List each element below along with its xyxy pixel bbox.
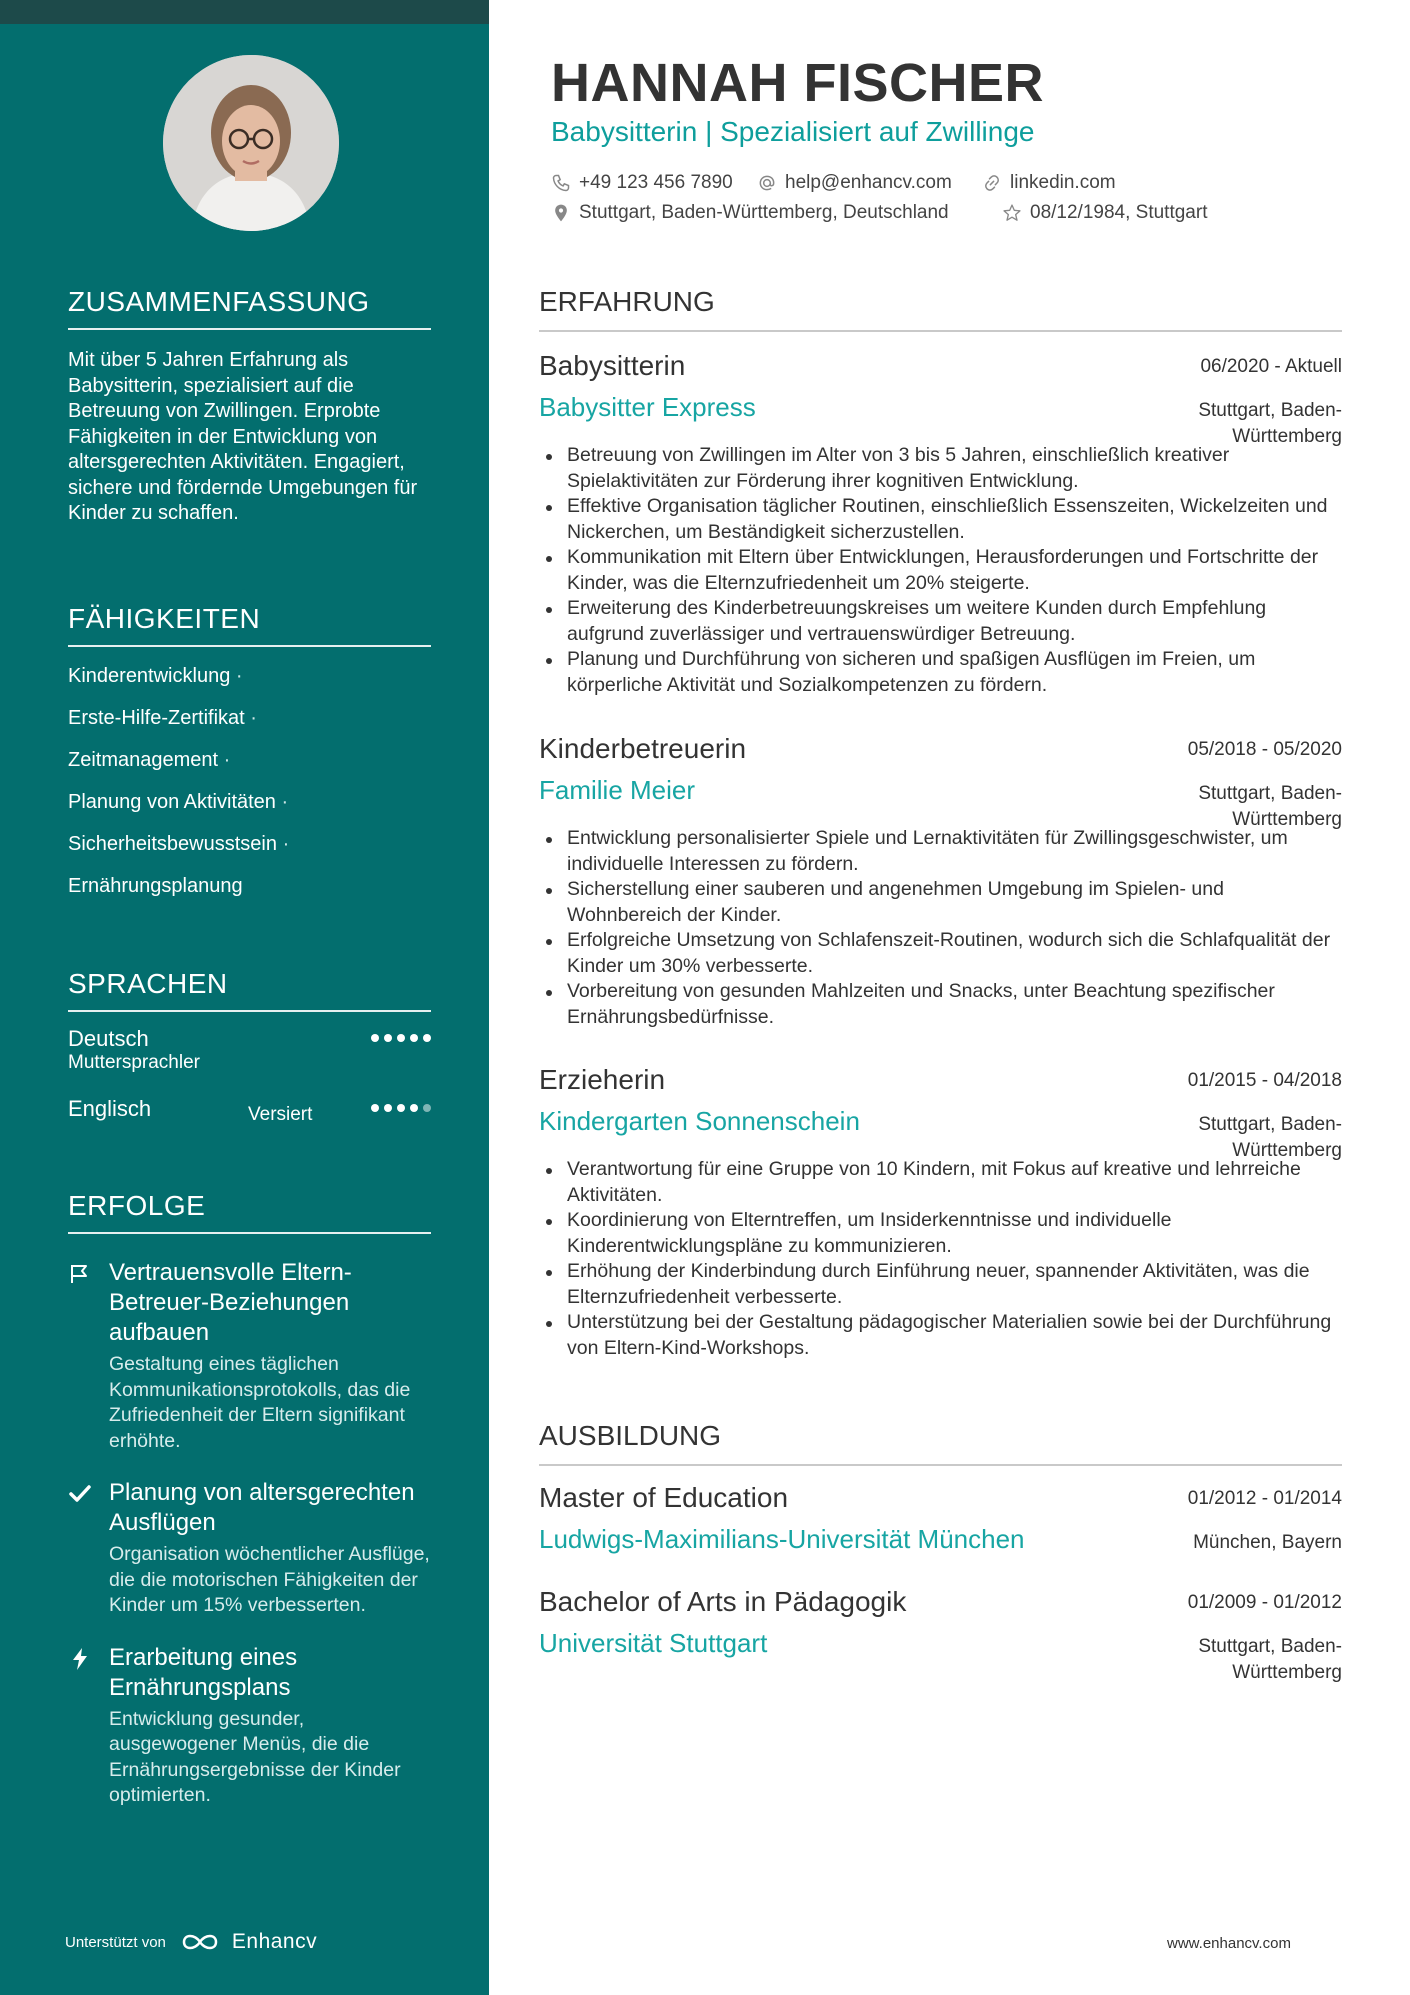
rating-dot — [384, 1104, 392, 1112]
achievement-item — [68, 1643, 431, 1809]
job-date: 01/2015 - 04/2018 — [1187, 1070, 1342, 1091]
rating-dot — [384, 1034, 392, 1042]
education-date: 01/2012 - 01/2014 — [1187, 1488, 1342, 1509]
job-location: Stuttgart, Baden-Württemberg — [1198, 400, 1342, 447]
email-text: help@enhancv.com — [785, 172, 952, 193]
job-date: 05/2018 - 05/2020 — [1187, 739, 1342, 760]
contact-email[interactable] — [757, 172, 952, 194]
rating-dot — [423, 1034, 431, 1042]
language-row — [68, 1096, 431, 1154]
language-row — [68, 1026, 431, 1096]
rating-dot — [371, 1034, 379, 1042]
job-bullets — [539, 1157, 1342, 1361]
achievement-title: Erarbeitung eines Ernährungsplans — [109, 1643, 298, 1701]
skill-item: Planung von Aktivitäten · — [68, 791, 289, 813]
language-rating — [371, 1034, 431, 1042]
experience-title: ERFAHRUNG — [539, 286, 1342, 332]
job-company: Babysitter Express — [539, 392, 756, 422]
job-title: Babysitterin — [539, 350, 686, 381]
skill-item: Sicherheitsbewusstsein · — [68, 833, 290, 855]
job-location: Stuttgart, Baden-Württemberg — [1198, 783, 1342, 830]
website-text: linkedin.com — [1010, 172, 1116, 193]
summary-title: ZUSAMMENFASSUNG — [68, 286, 431, 330]
rating-dot — [423, 1104, 431, 1112]
job-entry — [539, 1064, 1342, 1361]
job-bullet: Unterstützung bei der Gestaltung pädagogischer Materialien sowie bei der Durchführung von Eltern-Kind-Workshops. — [567, 1310, 1342, 1361]
rating-dot — [410, 1104, 418, 1112]
job-bullet: Koordinierung von Elterntreffen, um Insiderkenntnisse und individuelle Kinderentwicklungspläne zu kommunizieren. — [567, 1208, 1342, 1259]
achievement-item — [68, 1258, 431, 1454]
brand-logo — [178, 1930, 317, 1954]
education-date: 01/2009 - 01/2012 — [1187, 1592, 1342, 1613]
contact-location — [551, 202, 949, 224]
education-location: München, Bayern — [1193, 1532, 1342, 1553]
contact-phone[interactable] — [551, 172, 733, 194]
birth-text: 08/12/1984, Stuttgart — [1030, 202, 1208, 223]
job-bullet: Erweiterung des Kinderbetreuungskreises um weitere Kunden durch Empfehlung aufgrund zuverlässiger und vertrauenswürdiger Betreuung. — [567, 596, 1342, 647]
job-bullet: Planung und Durchführung von sicheren und spaßigen Ausflügen im Freien, um körperliche Aktivität und Sozialkompetenzen zu fördern. — [567, 647, 1342, 698]
achievement-description: Entwicklung gesunder, ausgewogener Menüs, die die Ernährungsergebnisse der Kinder optimierten. — [109, 1707, 401, 1806]
summary-text: Mit über 5 Jahren Erfahrung als Babysitterin, spezialisiert auf die Betreuung von Zwillingen. Erprobte Fähigkeiten in der Entwicklung von altersgerechten Aktivitäten. Engagiert, sichere und fördernde Umgebungen für Kinder zu schaffen. — [68, 349, 418, 524]
contact-website[interactable] — [982, 172, 1116, 194]
job-title: Kinderbetreuerin — [539, 733, 747, 764]
achievements-title: ERFOLGE — [68, 1190, 431, 1234]
candidate-name: HANNAH FISCHER — [551, 53, 1044, 113]
sidebar-top-bar — [0, 0, 489, 24]
skill-item: Zeitmanagement · — [68, 749, 231, 771]
language-name: Englisch — [68, 1096, 152, 1121]
phone-text: +49 123 456 7890 — [579, 172, 733, 193]
contact-birth — [1002, 202, 1207, 224]
check-icon — [68, 1482, 92, 1506]
achievement-title: Planung von altersgerechten Ausflügen — [109, 1479, 415, 1536]
language-name: Deutsch — [68, 1026, 149, 1051]
profile-photo — [163, 55, 339, 231]
sidebar — [0, 0, 489, 1995]
phone-icon — [551, 173, 571, 193]
language-level: Versiert — [248, 1104, 313, 1125]
powered-by-label: Unterstützt von — [65, 1933, 166, 1951]
achievement-description: Gestaltung eines täglichen Kommunikationsprotokolls, das die Zufriedenheit der Eltern signifikant erhöhte. — [109, 1353, 411, 1452]
skill-item: Ernährungsplanung — [68, 875, 243, 897]
rating-dot — [397, 1104, 405, 1112]
at-icon — [757, 173, 777, 193]
language-level: Muttersprachler — [68, 1052, 200, 1073]
education-location: Stuttgart, Baden-Württemberg — [1198, 1636, 1342, 1683]
job-bullet: Erfolgreiche Umsetzung von Schlafenszeit-Routinen, wodurch sich die Schlafqualität der Kinder um 30% verbesserte. — [567, 928, 1342, 979]
skills-section — [68, 603, 431, 907]
job-location: Stuttgart, Baden-Württemberg — [1198, 1114, 1342, 1161]
achievements-section — [68, 1190, 431, 1809]
candidate-headline: Babysitterin | Spezialisiert auf Zwillinge — [551, 116, 1035, 147]
achievement-title: Vertrauensvolle Eltern-Betreuer-Beziehungen aufbauen — [109, 1259, 352, 1346]
job-company: Kindergarten Sonnenschein — [539, 1106, 860, 1136]
rating-dot — [397, 1034, 405, 1042]
star-icon — [1002, 203, 1022, 223]
job-bullet: Betreuung von Zwillingen im Alter von 3 bis 5 Jahren, einschließlich kreativer Spielaktivitäten zur Förderung ihrer kognitiven Entwicklung. — [567, 443, 1342, 494]
job-bullet: Kommunikation mit Eltern über Entwicklungen, Herausforderungen und Fortschritte der Kinder, was die Elternzufriedenheit um 20% steigerte. — [567, 545, 1342, 596]
job-date: 06/2020 - Aktuell — [1200, 356, 1342, 377]
job-bullets — [539, 826, 1342, 1030]
job-bullet: Verantwortung für eine Gruppe von 10 Kindern, mit Fokus auf kreative und lehrreiche Aktivitäten. — [567, 1157, 1342, 1208]
job-bullets — [539, 443, 1342, 698]
skill-item: Erste-Hilfe-Zertifikat · — [68, 707, 257, 729]
brand-name: Enhancv — [231, 1930, 318, 1953]
education-degree: Master of Education — [539, 1482, 789, 1513]
job-entry — [539, 350, 1342, 698]
achievement-description: Organisation wöchentlicher Ausflüge, die die motorischen Fähigkeiten der Kinder um 15% verbesserten. — [109, 1543, 430, 1616]
job-bullet: Effektive Organisation täglicher Routinen, einschließlich Essenszeiten, Wickelzeiten und Nickerchen, um Beständigkeit sicherzustellen. — [567, 494, 1342, 545]
job-entry — [539, 733, 1342, 1030]
achievement-item — [68, 1478, 431, 1619]
footer-url[interactable]: www.enhancv.com — [1167, 1935, 1291, 1952]
location-text: Stuttgart, Baden-Württemberg, Deutschland — [579, 202, 949, 223]
languages-section — [68, 968, 431, 1154]
rating-dot — [410, 1034, 418, 1042]
rating-dot — [371, 1104, 379, 1112]
job-bullet: Sicherstellung einer sauberen und angenehmen Umgebung im Spielen- und Wohnbereich der Kinder. — [567, 877, 1342, 928]
skill-item: Kinderentwicklung · — [68, 665, 243, 687]
job-company: Familie Meier — [539, 775, 696, 805]
education-title: AUSBILDUNG — [539, 1420, 1342, 1466]
job-bullet: Entwicklung personalisierter Spiele und Lernaktivitäten für Zwillingsgeschwister, um individuelle Interessen zu fördern. — [567, 826, 1342, 877]
skills-title: FÄHIGKEITEN — [68, 603, 431, 647]
bolt-icon — [68, 1647, 92, 1671]
powered-by — [65, 1930, 317, 1954]
flag-icon — [68, 1262, 92, 1286]
education-school: Ludwigs-Maximilians-Universität München — [539, 1524, 1025, 1554]
education-entry — [539, 1586, 1342, 1683]
education-degree: Bachelor of Arts in Pädagogik — [539, 1586, 907, 1617]
summary-section — [68, 286, 431, 527]
education-school: Universität Stuttgart — [539, 1628, 768, 1658]
job-title: Erzieherin — [539, 1064, 666, 1095]
language-rating — [371, 1104, 431, 1112]
education-entry — [539, 1482, 1342, 1555]
infinity-icon — [178, 1931, 222, 1953]
job-bullet: Vorbereitung von gesunden Mahlzeiten und Snacks, unter Beachtung spezifischer Ernährungsbedürfnisse. — [567, 979, 1342, 1030]
job-bullet: Erhöhung der Kinderbindung durch Einführung neuer, spannender Aktivitäten, was die Elternzufriedenheit verbesserte. — [567, 1259, 1342, 1310]
link-icon — [982, 173, 1002, 193]
location-pin-icon — [551, 203, 571, 223]
languages-title: SPRACHEN — [68, 968, 431, 1012]
